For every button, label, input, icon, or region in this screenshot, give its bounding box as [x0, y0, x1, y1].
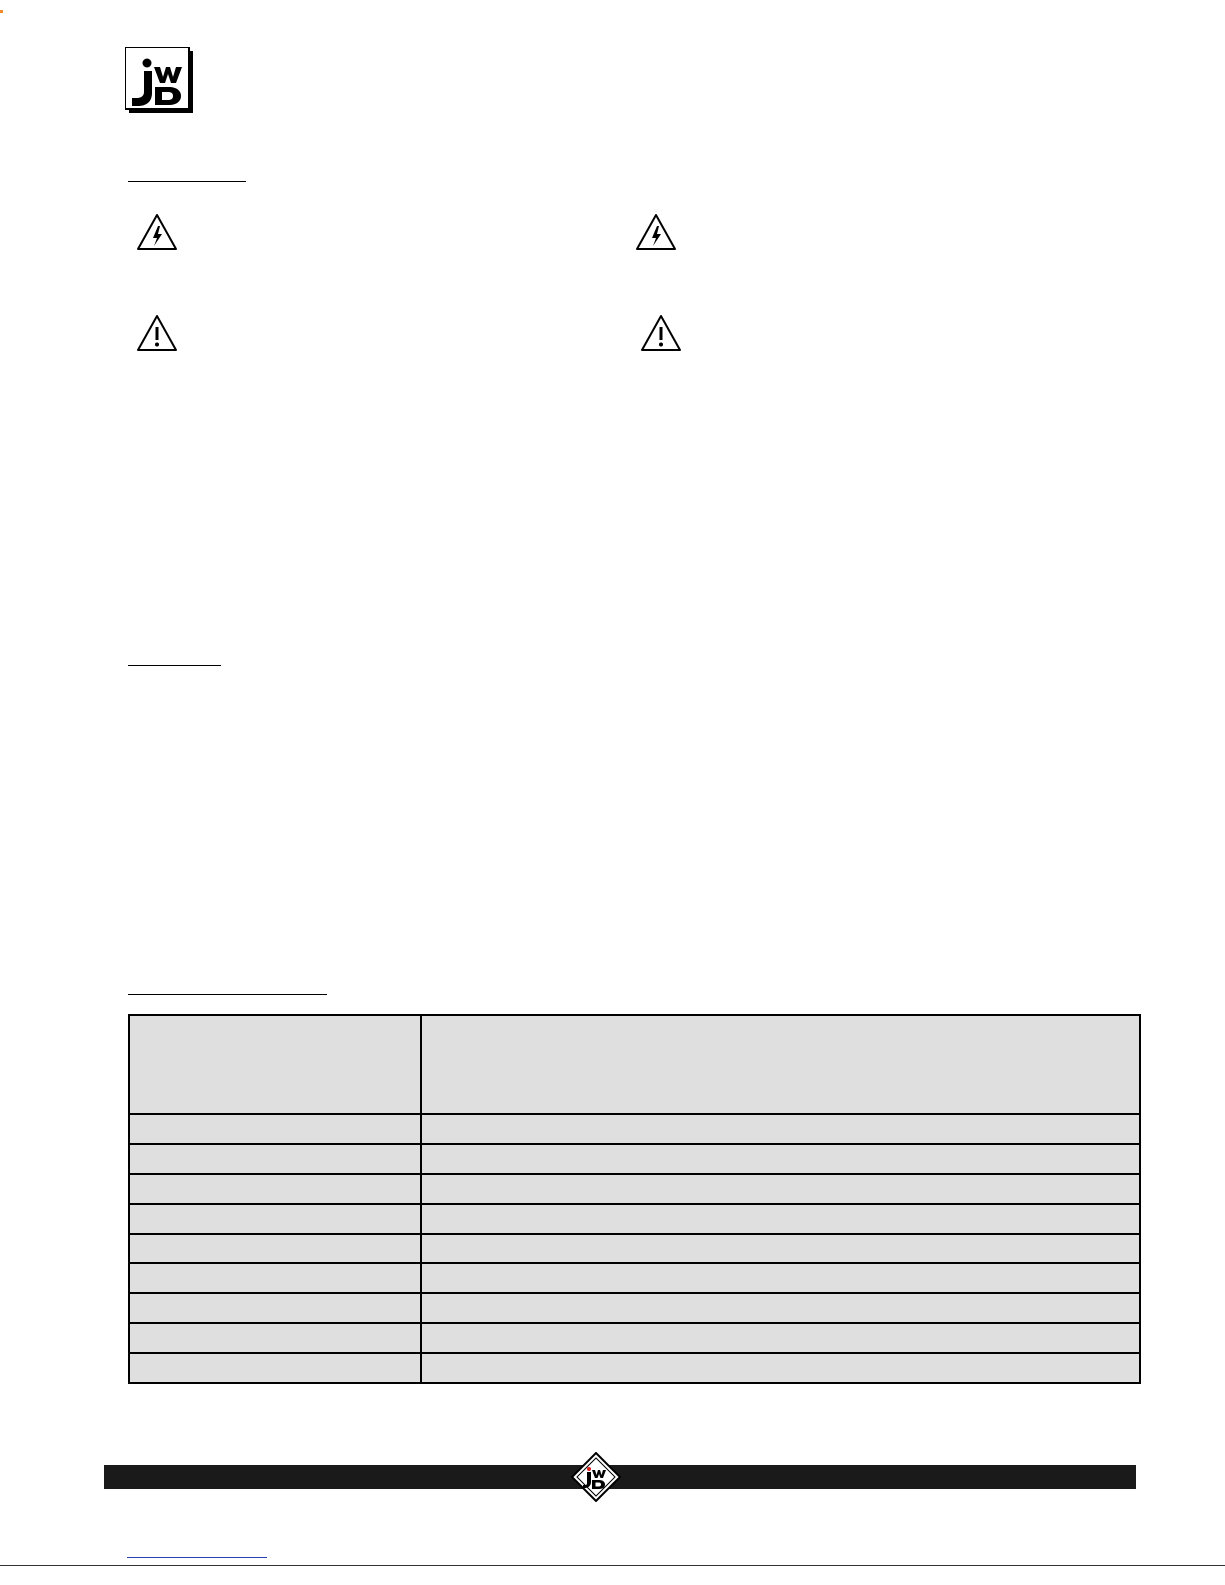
table-row — [129, 1204, 1140, 1234]
table-cell-label — [129, 1114, 421, 1144]
corner-mark — [0, 10, 3, 13]
table-cell-label — [129, 1144, 421, 1174]
table-row — [129, 1015, 1140, 1114]
high-voltage-icon — [135, 212, 179, 252]
table-cell-value — [421, 1234, 1140, 1264]
table-row — [129, 1263, 1140, 1293]
table-cell-value — [421, 1204, 1140, 1234]
table-row — [129, 1234, 1140, 1264]
specifications-table — [128, 1014, 1141, 1384]
table-cell-label — [129, 1293, 421, 1323]
section-heading-underline — [128, 665, 221, 666]
table-row — [129, 1144, 1140, 1174]
exclamation-icon — [639, 313, 683, 353]
table-cell-label — [129, 1234, 421, 1264]
table-cell-value — [421, 1174, 1140, 1204]
table-cell-label — [129, 1174, 421, 1204]
table-cell-value — [421, 1293, 1140, 1323]
jwd-logo — [125, 47, 195, 115]
table-cell-value — [421, 1353, 1140, 1383]
page-bottom-rule — [0, 1565, 1225, 1566]
table-cell-label — [129, 1263, 421, 1293]
footer-link-underline[interactable] — [127, 1557, 267, 1558]
table-cell-value — [421, 1323, 1140, 1353]
table-cell-value — [421, 1263, 1140, 1293]
table-cell-label — [129, 1204, 421, 1234]
table-row — [129, 1174, 1140, 1204]
table-row — [129, 1114, 1140, 1144]
jwd-diamond-logo — [571, 1452, 621, 1502]
table-cell-label — [129, 1323, 421, 1353]
exclamation-icon — [135, 313, 179, 353]
section-heading-underline — [128, 994, 327, 995]
table-cell-label — [129, 1353, 421, 1383]
table-row — [129, 1353, 1140, 1383]
high-voltage-icon — [634, 212, 678, 252]
table-cell-value — [421, 1015, 1140, 1114]
table-row — [129, 1293, 1140, 1323]
table-cell-value — [421, 1144, 1140, 1174]
table-cell-value — [421, 1114, 1140, 1144]
table-cell-label — [129, 1015, 421, 1114]
section-heading-underline — [128, 181, 246, 182]
table-row — [129, 1323, 1140, 1353]
